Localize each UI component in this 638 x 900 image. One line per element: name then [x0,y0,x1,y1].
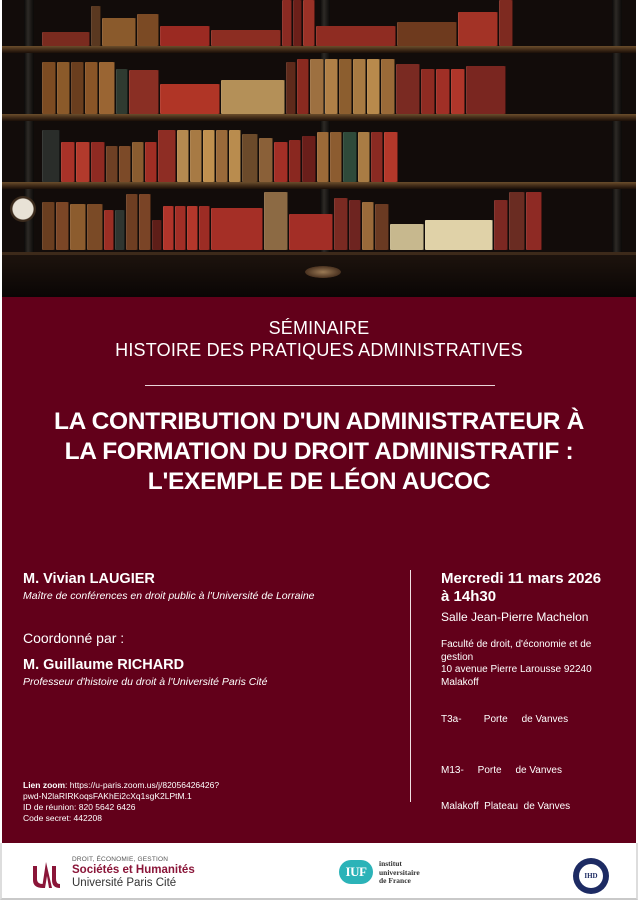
kicker-seminaire: SÉMINAIRE [268,318,370,338]
iuf-logo-icon: IUF [339,860,373,884]
event-date: Mercredi 11 mars 2026 [441,570,602,587]
iuf-line-1: institut [379,859,402,868]
address-line-2: gestion [441,651,474,663]
shelf-row-3 [2,122,636,182]
transport-tram: T3a- Porte de Vanves [441,714,569,725]
speaker-role: Maître de conférences en droit public à l'Université de Lorraine [23,590,315,602]
zoom-secret-code: Code secret: 442208 [23,813,102,823]
universite-paris-cite-text [72,856,195,890]
metro-line-2: Malakoff Plateau de Vanves [441,801,571,812]
speakers-column [23,570,393,689]
partner-logos [0,843,638,900]
coordinator-label: Coordonné par : [23,630,125,646]
shelf-row-4 [2,190,636,250]
content-panel [2,297,636,843]
address-line-4: Malakoff [441,676,479,688]
universite-paris-cite-logo-icon [30,860,62,890]
ornament-decoration [305,266,341,278]
talk-title [2,407,636,497]
address-line-1: Faculté de droit, d'économie et de [441,639,592,650]
shelf-row-1 [2,0,636,46]
up-societes: Sociétés et Humanités [72,864,195,876]
event-time: à 14h30 [441,588,497,605]
column-divider [410,570,411,802]
event-room: Salle Jean-Pierre Machelon [441,610,589,624]
iuf-line-2: universitaire [379,867,420,877]
up-name: Université Paris Cité [72,877,177,889]
kicker-series: HISTOIRE DES PRATIQUES ADMINISTRATIVES [115,340,523,360]
title-divider [145,385,495,386]
clock-decoration [10,196,36,222]
speaker-name: M. Vivian LAUGIER [23,571,155,587]
address-line-3: 10 avenue Pierre Larousse 92240 [441,664,592,675]
event-address [441,639,636,689]
up-faculty: DROIT, ÉCONOMIE, GESTION [72,856,169,863]
metro-line-1: M13- Porte de Vanves [441,765,562,776]
zoom-link-pwd[interactable]: pwd-N2laRIRKoqsFAKhEi2cXq1sgK2LPtM.1 [23,791,192,801]
zoom-meeting-id: ID de réunion: 820 5642 6426 [23,802,136,812]
zoom-link-label: Lien zoom [23,780,66,790]
coordinator-role: Professeur d'histoire du droit à l'Université Paris Cité [23,676,268,688]
transport-metro [441,741,636,837]
seminar-kicker [2,317,636,361]
title-line-2: LA FORMATION DU DROIT ADMINISTRATIF : [64,438,574,465]
shelf-row-2 [2,54,636,114]
title-line-3: L'EXEMPLE DE LÉON AUCOC [147,468,491,495]
event-details-column [441,570,636,888]
bookshelf-photo [2,0,636,297]
title-line-1: LA CONTRIBUTION D'UN ADMINISTRATEUR À [53,408,585,435]
iuf-text [379,860,420,886]
coordinator-name: M. Guillaume RICHARD [23,657,185,673]
ihd-seal-icon [573,858,609,894]
ihd-label: IHD [579,864,603,888]
zoom-link-url[interactable]: : https://u-paris.zoom.us/j/82056426426? [65,780,220,790]
zoom-info [23,780,283,824]
iuf-line-3: de France [379,876,411,885]
